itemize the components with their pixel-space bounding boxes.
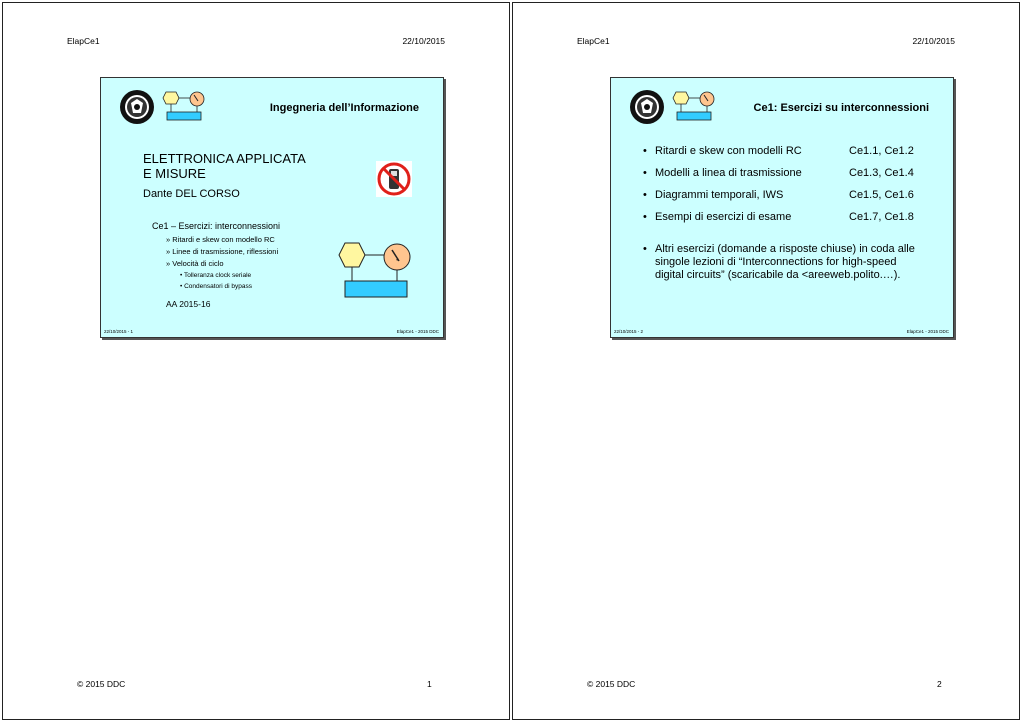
extra-note-text (655, 243, 915, 282)
course-title (143, 151, 343, 181)
bullet-icon: • (643, 211, 647, 223)
lesson-outline (152, 221, 280, 292)
handout-page-2 (512, 2, 1020, 720)
extra-note-line: digital circuits” (scaricabile da <areeweb.polito.…). (655, 269, 901, 281)
page-header-left: ElapCe1 (67, 36, 100, 46)
slide-title: Ingegneria dell’Informazione (269, 102, 419, 114)
exercise-ref: Ce1.3, Ce1.4 (849, 167, 914, 179)
page-header-date: 22/10/2015 (912, 36, 955, 46)
outline-heading: Ce1 – Esercizi: interconnessioni (152, 221, 281, 231)
outline-subitem: • Condensatori di bypass (180, 283, 253, 290)
author-name: Dante DEL CORSO (143, 188, 240, 200)
slide-2 (610, 77, 954, 338)
university-seal-icon (629, 89, 665, 125)
slide-1 (100, 77, 444, 338)
page-header-date: 22/10/2015 (402, 36, 445, 46)
academic-year: AA 2015-16 (166, 299, 211, 309)
bullet-icon: • (643, 167, 647, 179)
exercise-topic: Diagrammi temporali, IWS (655, 189, 784, 201)
extra-note-line: singole lezioni di “Interconnections for high-speed (655, 256, 897, 268)
exercise-ref: Ce1.7, Ce1.8 (849, 211, 914, 223)
list-item (643, 184, 943, 206)
slide-footer-right: ElapCe1 - 2015 DDC (396, 329, 439, 334)
handout-page-1 (2, 2, 510, 720)
exercise-ref: Ce1.5, Ce1.6 (849, 189, 914, 201)
exercise-topic: Modelli a linea di trasmissione (655, 167, 802, 179)
course-logo-icon (161, 90, 207, 124)
page-footer-copyright: © 2015 DDC (77, 679, 126, 689)
page-footer-copyright: © 2015 DDC (587, 679, 636, 689)
exercise-topic: Ritardi e skew con modelli RC (655, 145, 802, 157)
outline-item: » Linee di trasmissione, riflessioni (166, 247, 279, 256)
bullet-icon: • (643, 189, 647, 201)
slide-footer-left: 22/10/2015 - 1 (104, 329, 134, 334)
page-header-left: ElapCe1 (577, 36, 610, 46)
page-number: 1 (427, 679, 432, 689)
no-phone-icon (376, 161, 412, 197)
slide-footer-left: 22/10/2015 - 2 (614, 329, 644, 334)
exercise-ref: Ce1.1, Ce1.2 (849, 145, 914, 157)
page-number: 2 (937, 679, 942, 689)
list-item (643, 162, 943, 184)
course-logo-icon (671, 90, 717, 124)
outline-subitem: • Tolleranza clock seriale (180, 272, 252, 279)
list-item (643, 206, 943, 228)
course-title-line-2: E MISURE (143, 166, 206, 181)
extra-exercises-note (643, 243, 943, 282)
outline-item: » Ritardi e skew con modello RC (166, 235, 275, 244)
bullet-icon: • (643, 145, 647, 157)
outline-item: » Velocità di ciclo (166, 259, 224, 268)
exercise-list (643, 140, 943, 228)
exercise-topic: Esempi di esercizi di esame (655, 211, 792, 223)
course-title-line-1: ELETTRONICA APPLICATA (143, 151, 306, 166)
slide-footer-right: ElapCe1 - 2015 DDC (906, 329, 949, 334)
extra-note-line: Altri esercizi (domande a risposte chiuse) in coda alle (655, 243, 915, 255)
bullet-icon: • (643, 243, 647, 255)
university-seal-icon (119, 89, 155, 125)
list-item (643, 140, 943, 162)
course-logo-icon (337, 241, 417, 301)
slide-title: Ce1: Esercizi su interconnessioni (753, 102, 929, 114)
